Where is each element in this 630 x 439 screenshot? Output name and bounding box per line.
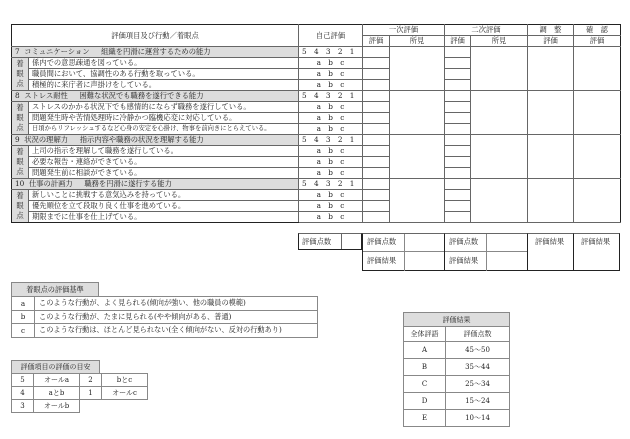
section-7-item-3-first[interactable]	[363, 80, 390, 91]
viewpoint-label: 着 眼 点	[12, 102, 29, 135]
section-10-item-2: 優先順位を立て段取り良く仕事を進めている。	[29, 201, 299, 212]
section-7-item-2-first[interactable]	[363, 69, 390, 80]
section-10-item-1: 新しいことに挑戦する意気込みを持っている。	[29, 190, 299, 201]
guide-empty	[102, 400, 148, 413]
adjust-result-label: 評価結果	[535, 237, 565, 246]
section-10-item-2-abc[interactable]: a b c	[299, 201, 363, 212]
section-10-item-3-abc[interactable]: a b c	[299, 212, 363, 223]
section-10-item-3: 期限までに仕事を仕上げている。	[29, 212, 299, 223]
first-eval-footer	[362, 233, 444, 271]
section-8-adjust[interactable]	[528, 91, 574, 135]
second-score-label: 評価点数	[449, 237, 479, 246]
viewpoint-label: 着 眼 点	[12, 146, 29, 179]
second-score-value[interactable]	[487, 234, 525, 251]
evaluation-table	[11, 24, 621, 223]
section-7-second-comment[interactable]	[471, 47, 528, 91]
section-9-item-2-second[interactable]	[445, 157, 471, 168]
section-8-item-3-abc[interactable]: a b c	[299, 124, 363, 135]
second-result-value[interactable]	[487, 252, 525, 270]
section-8-first-comment[interactable]	[390, 91, 445, 135]
section-9-item-1-first[interactable]	[363, 146, 390, 157]
section-7-self-score[interactable]: 5 4 3 2 1	[299, 47, 363, 58]
section-8-item-1-second[interactable]	[445, 102, 471, 113]
section-7-item-3: 積極的に来庁者に声掛けをしている。	[29, 80, 299, 91]
section-7-second-score[interactable]	[445, 47, 471, 58]
header-second-eval: 二次評価	[445, 25, 528, 36]
result-table	[403, 312, 510, 427]
section-8-title: 8 ストレス耐性 困難な状況でも職務を遂行できる能力	[12, 91, 299, 102]
guide-cell: 5	[12, 374, 34, 387]
guide-cell: bとc	[102, 374, 148, 387]
section-7-item-3-second[interactable]	[445, 80, 471, 91]
result-grade: C	[404, 376, 446, 393]
section-8-item-1: ストレスのかかる状況下でも感情的にならず職務を遂行している。	[29, 102, 299, 113]
section-10-item-2-first[interactable]	[363, 201, 390, 212]
second-result-label: 評価結果	[449, 256, 479, 265]
first-result-label: 評価結果	[367, 256, 397, 265]
section-7-first-score[interactable]	[363, 47, 390, 58]
section-9-self-score[interactable]: 5 4 3 2 1	[299, 135, 363, 146]
section-7-first-comment[interactable]	[390, 47, 445, 91]
first-score-label: 評価点数	[367, 237, 397, 246]
header-second-eval-comment: 所見	[471, 36, 528, 47]
guide-cell: aとb	[34, 387, 80, 400]
section-7-item-1-second[interactable]	[445, 58, 471, 69]
section-10-self-score[interactable]: 5 4 3 2 1	[299, 179, 363, 190]
section-8-item-3-second[interactable]	[445, 124, 471, 135]
guide-cell: 4	[12, 387, 34, 400]
criteria-table	[11, 296, 318, 338]
section-9-first-score[interactable]	[363, 135, 390, 146]
criteria-text-a: このような行動が、よく見られる(傾向が強い、他の職員の模範)	[35, 297, 318, 311]
guide-cell: オールb	[34, 400, 80, 413]
section-9-item-2-abc[interactable]: a b c	[299, 157, 363, 168]
section-10-first-score[interactable]	[363, 179, 390, 190]
guide-empty	[80, 400, 102, 413]
section-7-item-3-abc[interactable]: a b c	[299, 80, 363, 91]
header-first-eval-comment: 所見	[390, 36, 445, 47]
section-10-item-1-abc[interactable]: a b c	[299, 190, 363, 201]
header-second-eval-score: 評価	[445, 36, 471, 47]
adjust-footer[interactable]	[527, 233, 573, 271]
self-score-label: 評価点数	[302, 237, 332, 246]
section-7-title: 7 コミュニケーション 組織を円滑に運営するための能力	[12, 47, 299, 58]
section-9-item-1-second[interactable]	[445, 146, 471, 157]
section-10-second-score[interactable]	[445, 179, 471, 190]
section-10-item-3-first[interactable]	[363, 212, 390, 223]
result-grade: B	[404, 359, 446, 376]
guide-table	[11, 373, 148, 413]
result-range: 25〜34	[446, 376, 510, 393]
section-9-item-3: 問題発生前に相談ができている。	[29, 168, 299, 179]
header-item-column: 評価項目及び行動／着眼点	[12, 25, 299, 47]
section-8-item-2-first[interactable]	[363, 113, 390, 124]
section-7-adjust[interactable]	[528, 47, 574, 91]
section-9-item-3-abc[interactable]: a b c	[299, 168, 363, 179]
result-range: 15〜24	[446, 393, 510, 410]
result-range: 35〜44	[446, 359, 510, 376]
section-7-item-2: 職員間において、協調性のある行動を取っている。	[29, 69, 299, 80]
section-8-item-2-second[interactable]	[445, 113, 471, 124]
result-header-grade: 全体評語	[404, 327, 446, 342]
criteria-text-b: このような行動が、たまに見られる(やや傾向がある、普通)	[35, 310, 318, 324]
guide-cell: 2	[80, 374, 102, 387]
guide-cell: オールc	[102, 387, 148, 400]
guide-title: 評価項目の評価の目安	[11, 360, 100, 373]
section-8-item-3: 日頃からリフレッシュするなど心身の安定を心掛け、物事を前向きにとらえている。	[29, 124, 299, 135]
section-10-item-2-second[interactable]	[445, 201, 471, 212]
confirm-footer[interactable]	[573, 233, 620, 271]
criteria-key-c: c	[12, 324, 35, 338]
header-self-eval: 自己評価	[299, 25, 363, 47]
header-confirm-score: 評価	[574, 36, 621, 47]
confirm-result-label: 評価結果	[581, 237, 611, 246]
section-10-item-3-second[interactable]	[445, 212, 471, 223]
first-result-value[interactable]	[405, 252, 443, 270]
guide-cell: オールa	[34, 374, 80, 387]
section-9-adjust[interactable]	[528, 135, 574, 179]
self-score-box	[298, 233, 362, 250]
section-7-item-1-first[interactable]	[363, 58, 390, 69]
section-8-second-score[interactable]	[445, 91, 471, 102]
section-8-item-3-first[interactable]	[363, 124, 390, 135]
result-grade: E	[404, 410, 446, 427]
section-9-first-comment[interactable]	[390, 135, 445, 179]
criteria-text-c: このような行動は、ほとんど見られない(全く傾向がない、反対の行動あり)	[35, 324, 318, 338]
result-range: 45〜50	[446, 342, 510, 359]
section-8-item-2-abc[interactable]: a b c	[299, 113, 363, 124]
guide-cell: 3	[12, 400, 34, 413]
section-7-item-2-abc[interactable]: a b c	[299, 69, 363, 80]
section-7-item-1: 係内での意思疎通を図っている。	[29, 58, 299, 69]
result-range: 10〜14	[446, 410, 510, 427]
section-7-confirm[interactable]	[574, 47, 621, 91]
section-9-item-2: 必要な報告・連絡ができている。	[29, 157, 299, 168]
section-9-second-comment[interactable]	[471, 135, 528, 179]
section-8-item-1-abc[interactable]: a b c	[299, 102, 363, 113]
section-8-second-comment[interactable]	[471, 91, 528, 135]
section-8-self-score[interactable]: 5 4 3 2 1	[299, 91, 363, 102]
result-header-score: 評価点数	[446, 327, 510, 342]
section-10-item-1-second[interactable]	[445, 190, 471, 201]
section-9-second-score[interactable]	[445, 135, 471, 146]
section-10-title: 10 仕事の計画力 職務を円滑に遂行する能力	[12, 179, 299, 190]
section-7-item-1-abc[interactable]: a b c	[299, 58, 363, 69]
section-9-item-1: 上司の指示を理解して職務を遂行している。	[29, 146, 299, 157]
header-first-eval-score: 評価	[363, 36, 390, 47]
viewpoint-label: 着 眼 点	[12, 190, 29, 223]
section-8-item-2: 問題発生時や苦情処理時に冷静かつ臨機応変に対応している。	[29, 113, 299, 124]
section-7-item-2-second[interactable]	[445, 69, 471, 80]
section-9-confirm[interactable]	[574, 135, 621, 179]
header-adjust: 調 整	[528, 25, 574, 36]
section-8-confirm[interactable]	[574, 91, 621, 135]
criteria-key-a: a	[12, 297, 35, 311]
first-score-value[interactable]	[405, 234, 443, 251]
section-10-confirm[interactable]	[574, 179, 621, 223]
section-10-item-1-first[interactable]	[363, 190, 390, 201]
result-grade: A	[404, 342, 446, 359]
section-9-item-3-first[interactable]	[363, 168, 390, 179]
guide-cell: 1	[80, 387, 102, 400]
viewpoint-label: 着 眼 点	[12, 58, 29, 91]
header-confirm: 確 認	[574, 25, 621, 36]
header-adjust-score: 評価	[528, 36, 574, 47]
section-9-title: 9 状況の理解力 指示内容や職務の状況を理解する能力	[12, 135, 299, 146]
section-10-second-comment[interactable]	[471, 179, 528, 223]
section-8-first-score[interactable]	[363, 91, 390, 102]
section-8-item-1-first[interactable]	[363, 102, 390, 113]
self-score-value[interactable]	[342, 234, 361, 249]
criteria-key-b: b	[12, 310, 35, 324]
second-eval-footer	[444, 233, 527, 271]
header-first-eval: 一次評価	[363, 25, 445, 36]
result-title: 評価結果	[404, 313, 510, 327]
section-9-item-3-second[interactable]	[445, 168, 471, 179]
section-9-item-2-first[interactable]	[363, 157, 390, 168]
section-10-first-comment[interactable]	[390, 179, 445, 223]
criteria-title: 着眼点の評価基準	[11, 282, 99, 296]
section-10-adjust[interactable]	[528, 179, 574, 223]
section-9-item-1-abc[interactable]: a b c	[299, 146, 363, 157]
result-grade: D	[404, 393, 446, 410]
